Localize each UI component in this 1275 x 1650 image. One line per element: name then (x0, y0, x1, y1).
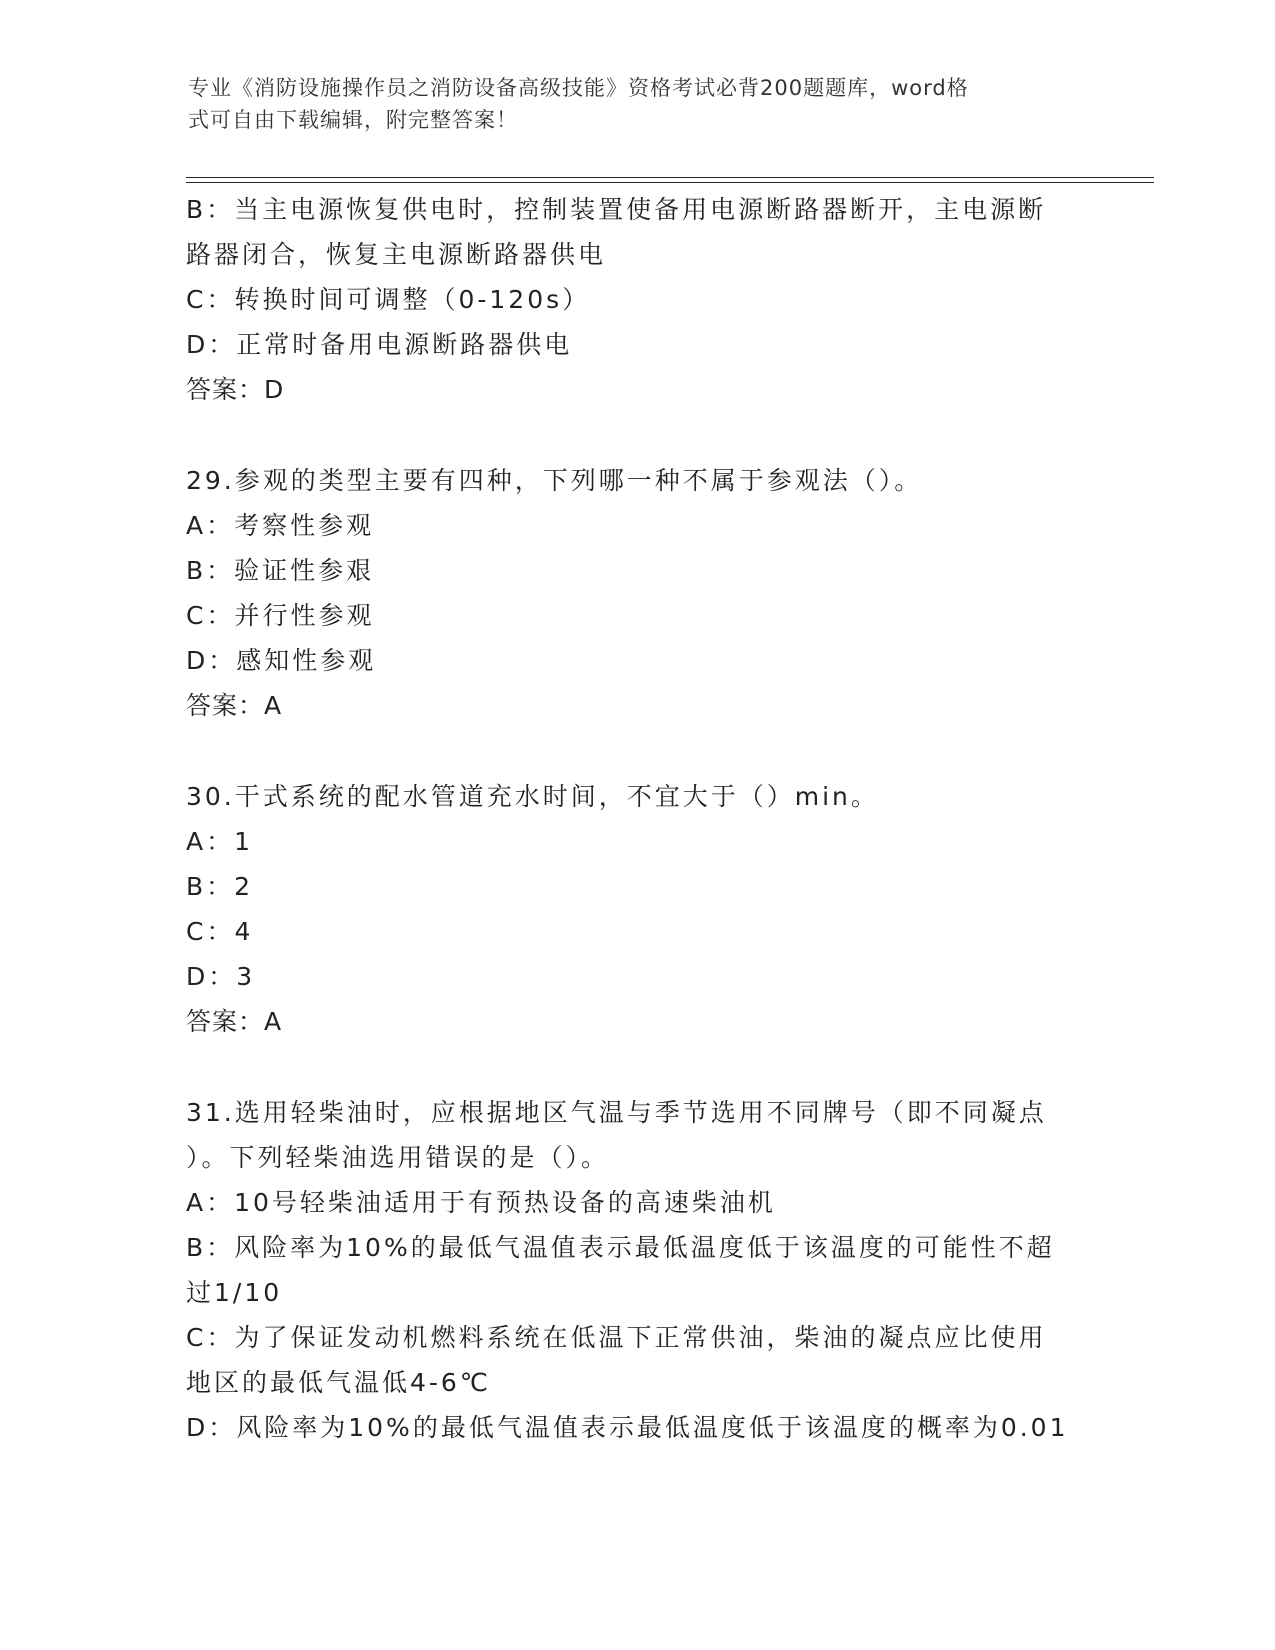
question-stem-line-2: ）。下列轻柴油选用错误的是（）。 (186, 1143, 610, 1172)
header-line-2: 式可自由下载编辑，附完整答案！ (188, 108, 518, 132)
option-c-line-2: 地区的最低气温低4-6℃ (186, 1368, 491, 1397)
header-rule-bottom (186, 182, 1154, 183)
question-stem: 29.参观的类型主要有四种，下列哪一种不属于参观法（）。 (186, 466, 923, 495)
option-a: A：考察性参观 (186, 511, 375, 540)
option-a: A：1 (186, 827, 254, 856)
document-header (188, 72, 1088, 136)
spacer (186, 413, 1086, 458)
header-rule-top (186, 177, 1154, 178)
option-d: D：正常时备用电源断路器供电 (186, 330, 573, 359)
question-list (186, 187, 1086, 1450)
question-stem-line-1: 31.选用轻柴油时，应根据地区气温与季节选用不同牌号（即不同凝点 (186, 1098, 1047, 1127)
spacer (186, 1045, 1086, 1090)
answer: 答案：A (186, 1007, 283, 1036)
option-d: D：感知性参观 (186, 646, 377, 675)
option-a: A：10号轻柴油适用于有预热设备的高速柴油机 (186, 1188, 776, 1217)
option-d: D：3 (186, 962, 256, 991)
answer: 答案：A (186, 691, 283, 720)
option-b-line-2: 过1/10 (186, 1278, 283, 1307)
option-c: C：转换时间可调整（0-120s） (186, 285, 591, 314)
question-31 (186, 1090, 1086, 1450)
option-d: D：风险率为10%的最低气温值表示最低温度低于该温度的概率为0.01 (186, 1413, 1069, 1442)
spacer (186, 729, 1086, 774)
option-b-line-2: 路器闭合，恢复主电源断路器供电 (186, 240, 607, 269)
option-b-line-1: B：风险率为10%的最低气温值表示最低温度低于该温度的可能性不超 (186, 1233, 1055, 1262)
option-b: B：2 (186, 872, 254, 901)
option-c: C：4 (186, 917, 254, 946)
option-c-line-1: C：为了保证发动机燃料系统在低温下正常供油，柴油的凝点应比使用 (186, 1323, 1047, 1352)
option-c: C：并行性参观 (186, 601, 375, 630)
question-stem: 30.干式系统的配水管道充水时间，不宜大于（）min。 (186, 782, 879, 811)
question-30 (186, 774, 1086, 1045)
option-b-line-1: B：当主电源恢复供电时，控制装置使备用电源断路器断开，主电源断 (186, 195, 1047, 224)
question-29 (186, 458, 1086, 729)
option-b: B：验证性参艰 (186, 556, 375, 585)
question-28-continued (186, 187, 1086, 413)
header-line-1: 专业《消防设施操作员之消防设备高级技能》资格考试必背200题题库，word格 (188, 76, 969, 100)
answer: 答案：D (186, 375, 285, 404)
